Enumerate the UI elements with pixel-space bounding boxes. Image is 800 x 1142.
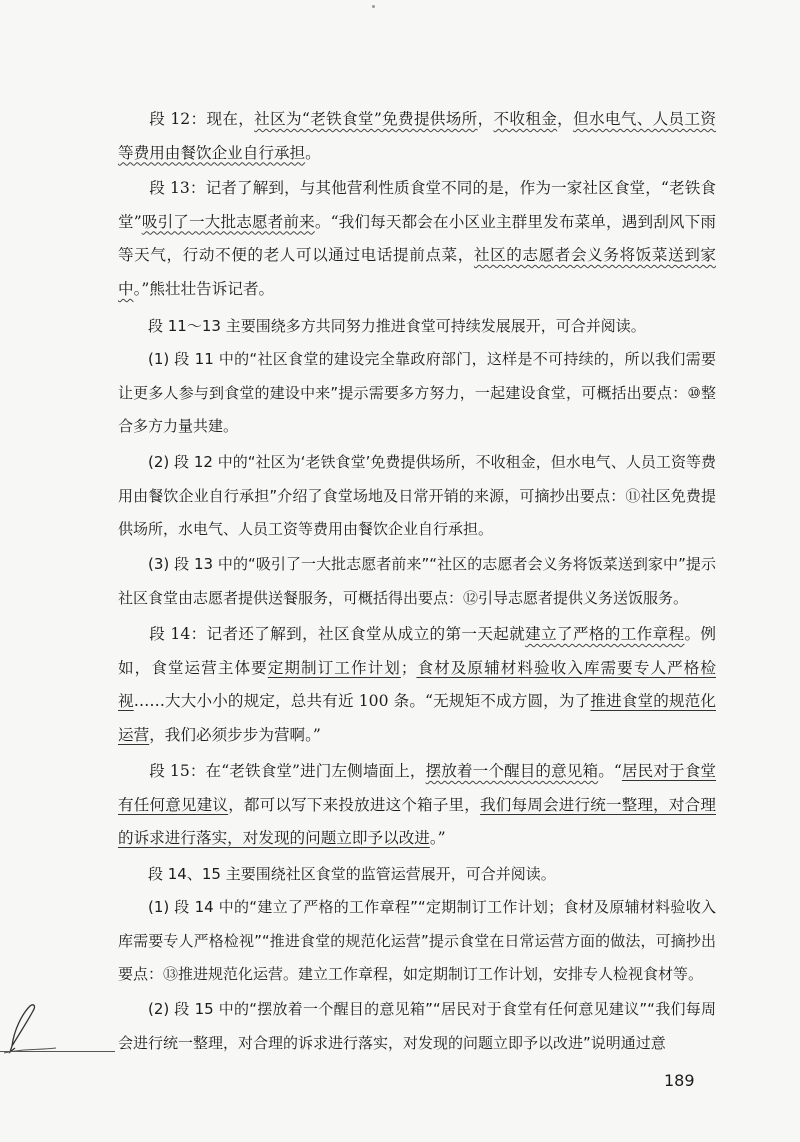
underlined-phrase: 吸引了一大批志愿者前来 [141, 212, 315, 231]
underlined-phrase: 社区的志愿者会义务将饭菜送到家中 [118, 246, 716, 298]
text-run: ， [477, 110, 494, 128]
text-run: 。” [429, 829, 446, 848]
summary-14-15: 段 14、15 主要围绕社区食堂的监管运营展开，可合并阅读。 [148, 865, 556, 883]
text-run: 。”熊壮壮告诉记者。 [133, 279, 275, 298]
scan-speck [372, 5, 375, 8]
text-run: ……大大小小的规定，总共有近 100 条。“无规矩不成方圆，为了 [133, 692, 591, 711]
analysis-item-4: (1) 段 14 中的“建立了严格的工作章程”“定期制订工作计划；食材及原辅材料验收入库需要专人严格检视”“推进食堂的规范化运营”提示食堂在日常运营方面的做法，可摘抄出要点：⑬推进规范化运营。建立工作章程，如定期制订工作计划，安排专人检视食材等。 [118, 898, 716, 984]
underlined-phrase: 定期制订工作计划 [267, 658, 401, 677]
underlined-phrase: 社区为“老铁食堂”免费提供场所 [254, 110, 478, 128]
underlined-phrase: 食材及原辅材料验收入库需要专人严格检视 [118, 658, 716, 711]
footer-rule [0, 1051, 115, 1052]
summary-11-13: 段 11～13 主要围绕多方共同努力推进食堂可持续发展展开，可合并阅读。 [148, 317, 646, 335]
text-run: 。例如，食堂运营主体要 [118, 625, 716, 677]
paragraph-12 [118, 103, 716, 170]
underlined-phrase: 建立了严格的工作章程 [525, 625, 685, 643]
text-run: ，都可以写下来投放进这个箱子里， [228, 795, 481, 814]
paragraph-15 [118, 755, 716, 856]
underlined-phrase: 我们每周会进行统一整理，对合理的诉求进行落实，对发现的问题立即予以改进 [118, 795, 716, 848]
underlined-phrase: 居民对于食堂有任何意见建议 [118, 762, 716, 814]
paragraph-13 [118, 172, 716, 306]
analysis-item-1: (1) 段 11 中的“社区食堂的建设完全靠政府部门，这样是不可持续的，所以我们需要让更多人参与到食堂的建设中来”提示需要多方努力，一起建设食堂，可概括出要点：⑩整合多方力量共建。 [118, 350, 716, 436]
text-run: 段 13：记者了解到，与其他营利性质食堂不同的是，作为一家社区食堂，“老铁食堂” [118, 179, 716, 231]
text-run: 段 15：在“老铁食堂”进门左侧墙面上， [149, 762, 426, 780]
paragraph-14 [118, 618, 716, 752]
text-run: 。“我们每天都会在小区业主群里发布菜单，遇到刮风下雨等天气，行动不便的老人可以通过电话提前点菜， [118, 212, 716, 265]
underlined-phrase: 但水电气、人员工资等费用由餐饮企业自行承担 [118, 110, 716, 162]
text-run: 。“ [598, 762, 622, 780]
underlined-phrase: 不收租金 [493, 110, 558, 128]
text-run: ，我们必须步步为营啊。” [149, 725, 321, 744]
text-run: 段 12：现在， [149, 110, 255, 128]
text-run: 段 14：记者还了解到，社区食堂从成立的第一天起就 [149, 625, 526, 643]
analysis-item-3: (3) 段 13 中的“吸引了一大批志愿者前来”“社区的志愿者会义务将饭菜送到家中”提示社区食堂由志愿者提供送餐服务，可概括得出要点：⑫引导志愿者提供义务送饭服务。 [118, 555, 716, 607]
underlined-phrase: 推进食堂的规范化运营 [118, 692, 716, 744]
page-number: 189 [664, 1071, 695, 1090]
text-run: 。 [305, 143, 321, 162]
analysis-item-5: (2) 段 15 中的“摆放着一个醒目的意见箱”“居民对于食堂有任何意见建议”“我们每周会进行统一整理，对合理的诉求进行落实，对发现的问题立即予以改进”说明通过意 [118, 1000, 716, 1052]
text-run: ， [557, 110, 574, 128]
analysis-item-2: (2) 段 12 中的“社区为‘老铁食堂’免费提供场所，不收租金，但水电气、人员工资等费用由餐饮企业自行承担”介绍了食堂场地及日常开销的来源，可摘抄出要点：⑪社区免费提供场所，水电气、人员工资等费用由餐饮企业自行承担。 [118, 453, 716, 539]
text-run: ； [400, 658, 417, 677]
underlined-phrase: 摆放着一个醒目的意见箱 [425, 762, 599, 780]
